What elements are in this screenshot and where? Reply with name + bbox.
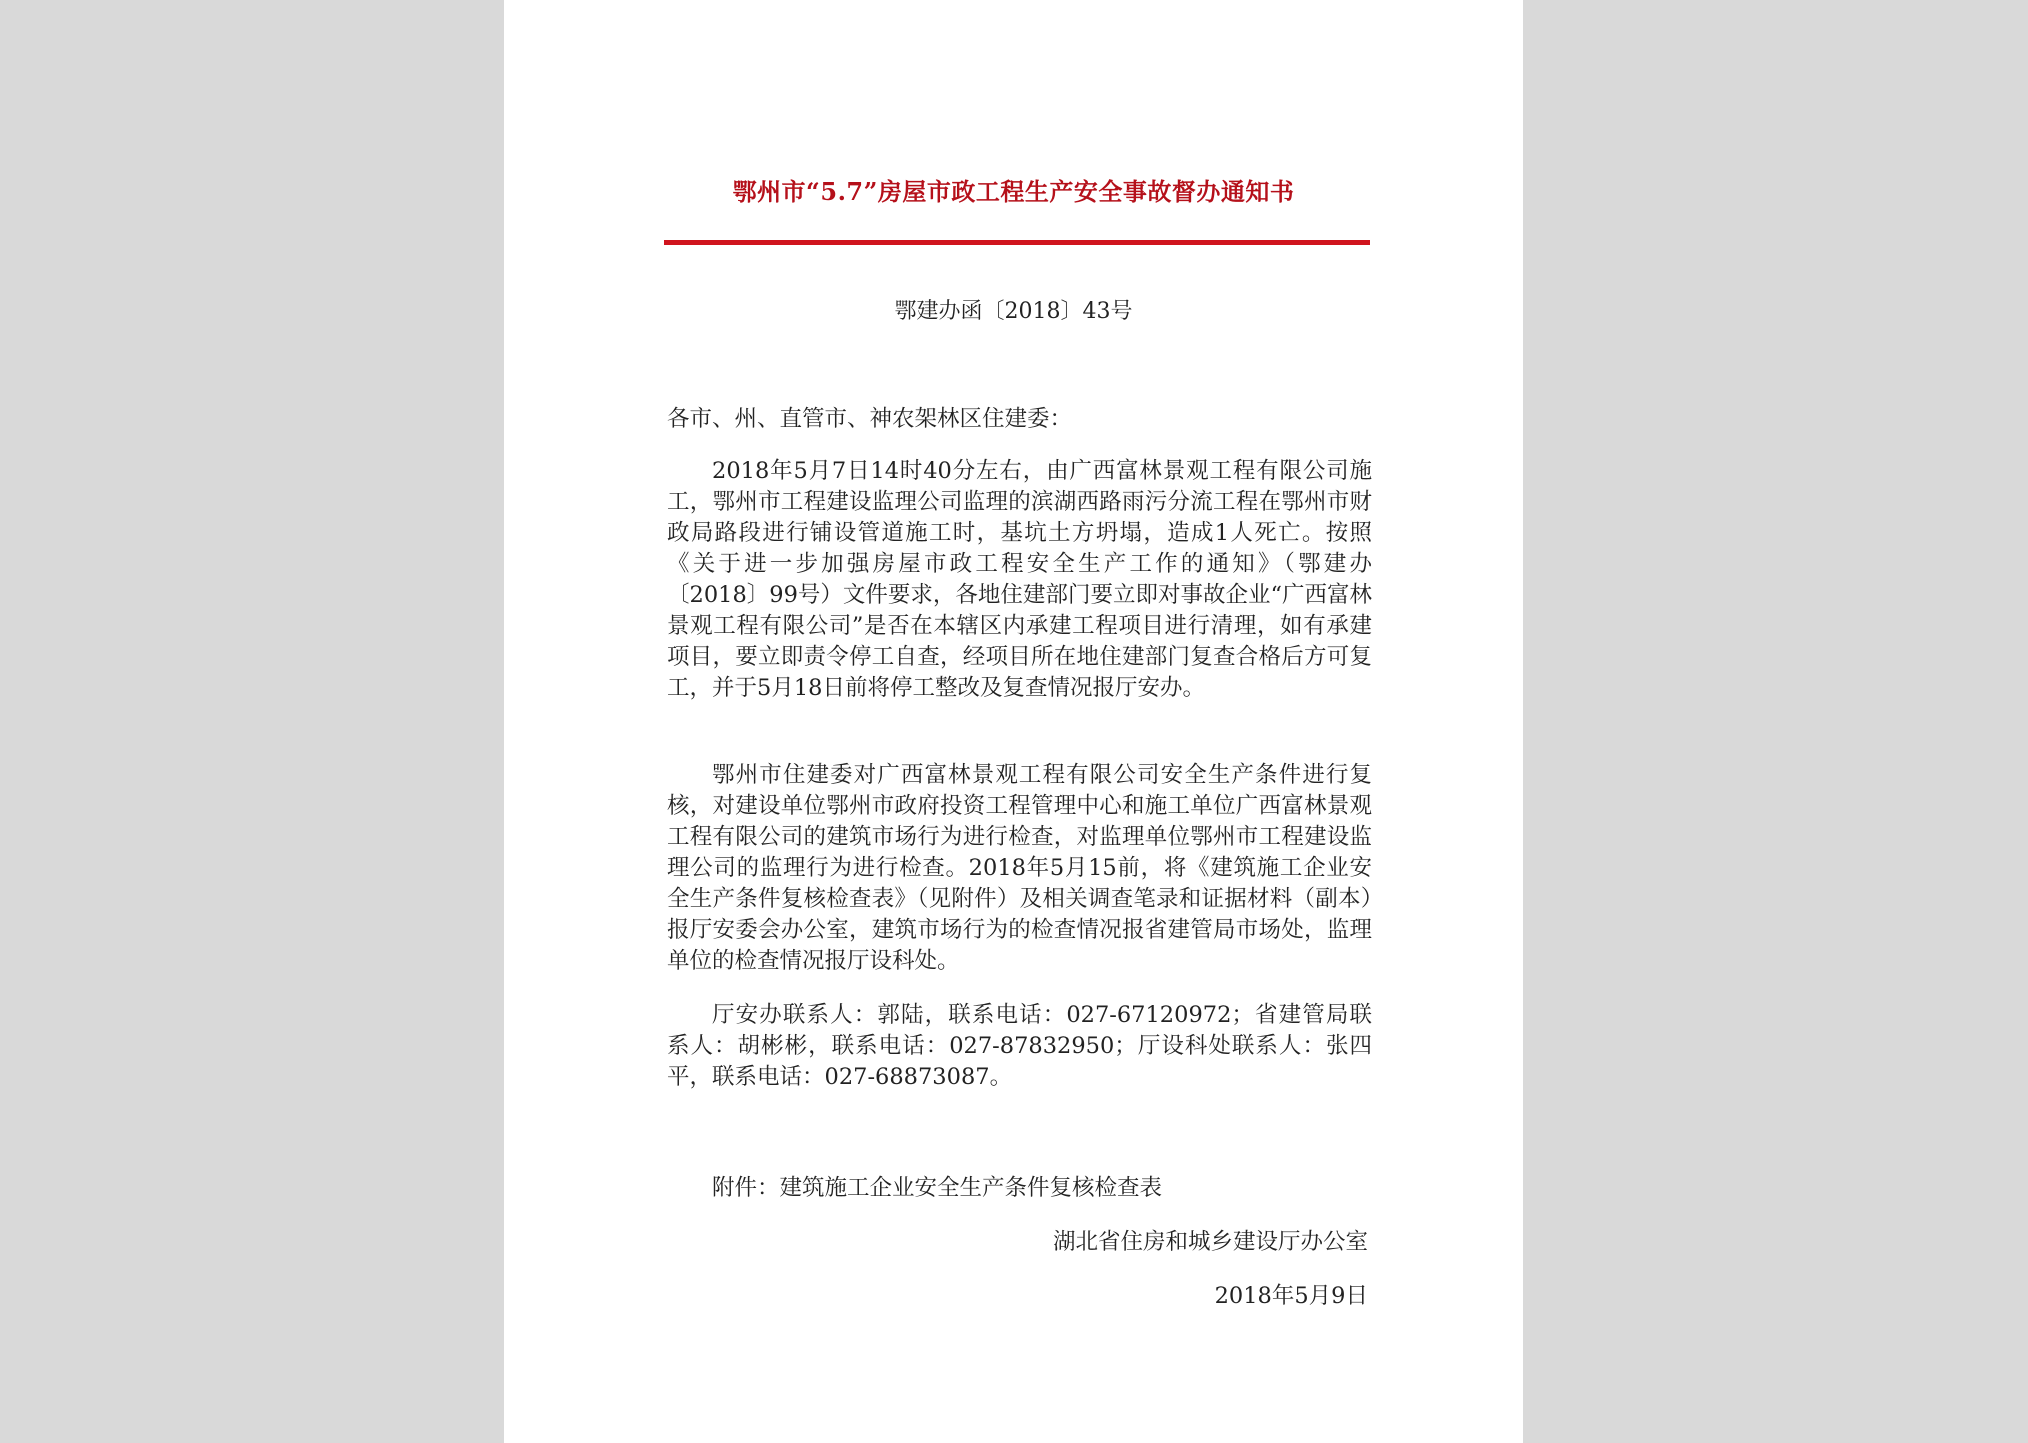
attachment-line: 附件：建筑施工企业安全生产条件复核检查表 — [712, 1175, 1163, 1201]
body-paragraph-2: 鄂州市住建委对广西富林景观工程有限公司安全生产条件进行复核，对建设单位鄂州市政府投资工程管理中心和施工单位广西富林景观工程有限公司的建筑市场行为进行检查，对监理单位鄂州市工程建设监理公司的监理行为进行检查。2018年5月15前，将《建筑施工企业安全生产条件复核检查表》（见附件）及相关调查笔录和证据材料（副本）报厅安委会办公室，建筑市场行为的检查情况报省建管局市场处，监理单位的检查情况报厅设科处。 — [667, 762, 1372, 974]
issuing-office: 湖北省住房和城乡建设厅办公室 — [1052, 1229, 1368, 1255]
document-page — [504, 0, 1523, 1443]
salutation: 各市、州、直管市、神农架林区住建委： — [667, 406, 1073, 432]
document-title: 鄂州市“5.7”房屋市政工程生产安全事故督办通知书 — [732, 177, 1295, 206]
body-paragraph-3: 厅安办联系人：郭陆，联系电话：027-67120972；省建管局联系人：胡彬彬，联系电话：027-87832950；厅设科处联系人：张四平，联系电话：027-68873087。 — [667, 1002, 1372, 1090]
body-paragraph-1: 2018年5月7日14时40分左右，由广西富林景观工程有限公司施工，鄂州市工程建设监理公司监理的滨湖西路雨污分流工程在鄂州市财政局路段进行铺设管道施工时，基坑土方坍塌，造成1人死亡。按照《关于进一步加强房屋市政工程安全生产工作的通知》（鄂建办〔2018〕99号）文件要求，各地住建部门要立即对事故企业“广西富林景观工程有限公司”是否在本辖区内承建工程项目进行清理，如有承建项目，要立即责令停工自查，经项目所在地住建部门复查合格后方可复工，并于5月18日前将停工整改及复查情况报厅安办。 — [667, 458, 1372, 701]
red-divider-rule — [664, 240, 1370, 245]
document-number: 鄂建办函〔2018〕43号 — [894, 299, 1133, 324]
issue-date: 2018年5月9日 — [1214, 1283, 1368, 1309]
